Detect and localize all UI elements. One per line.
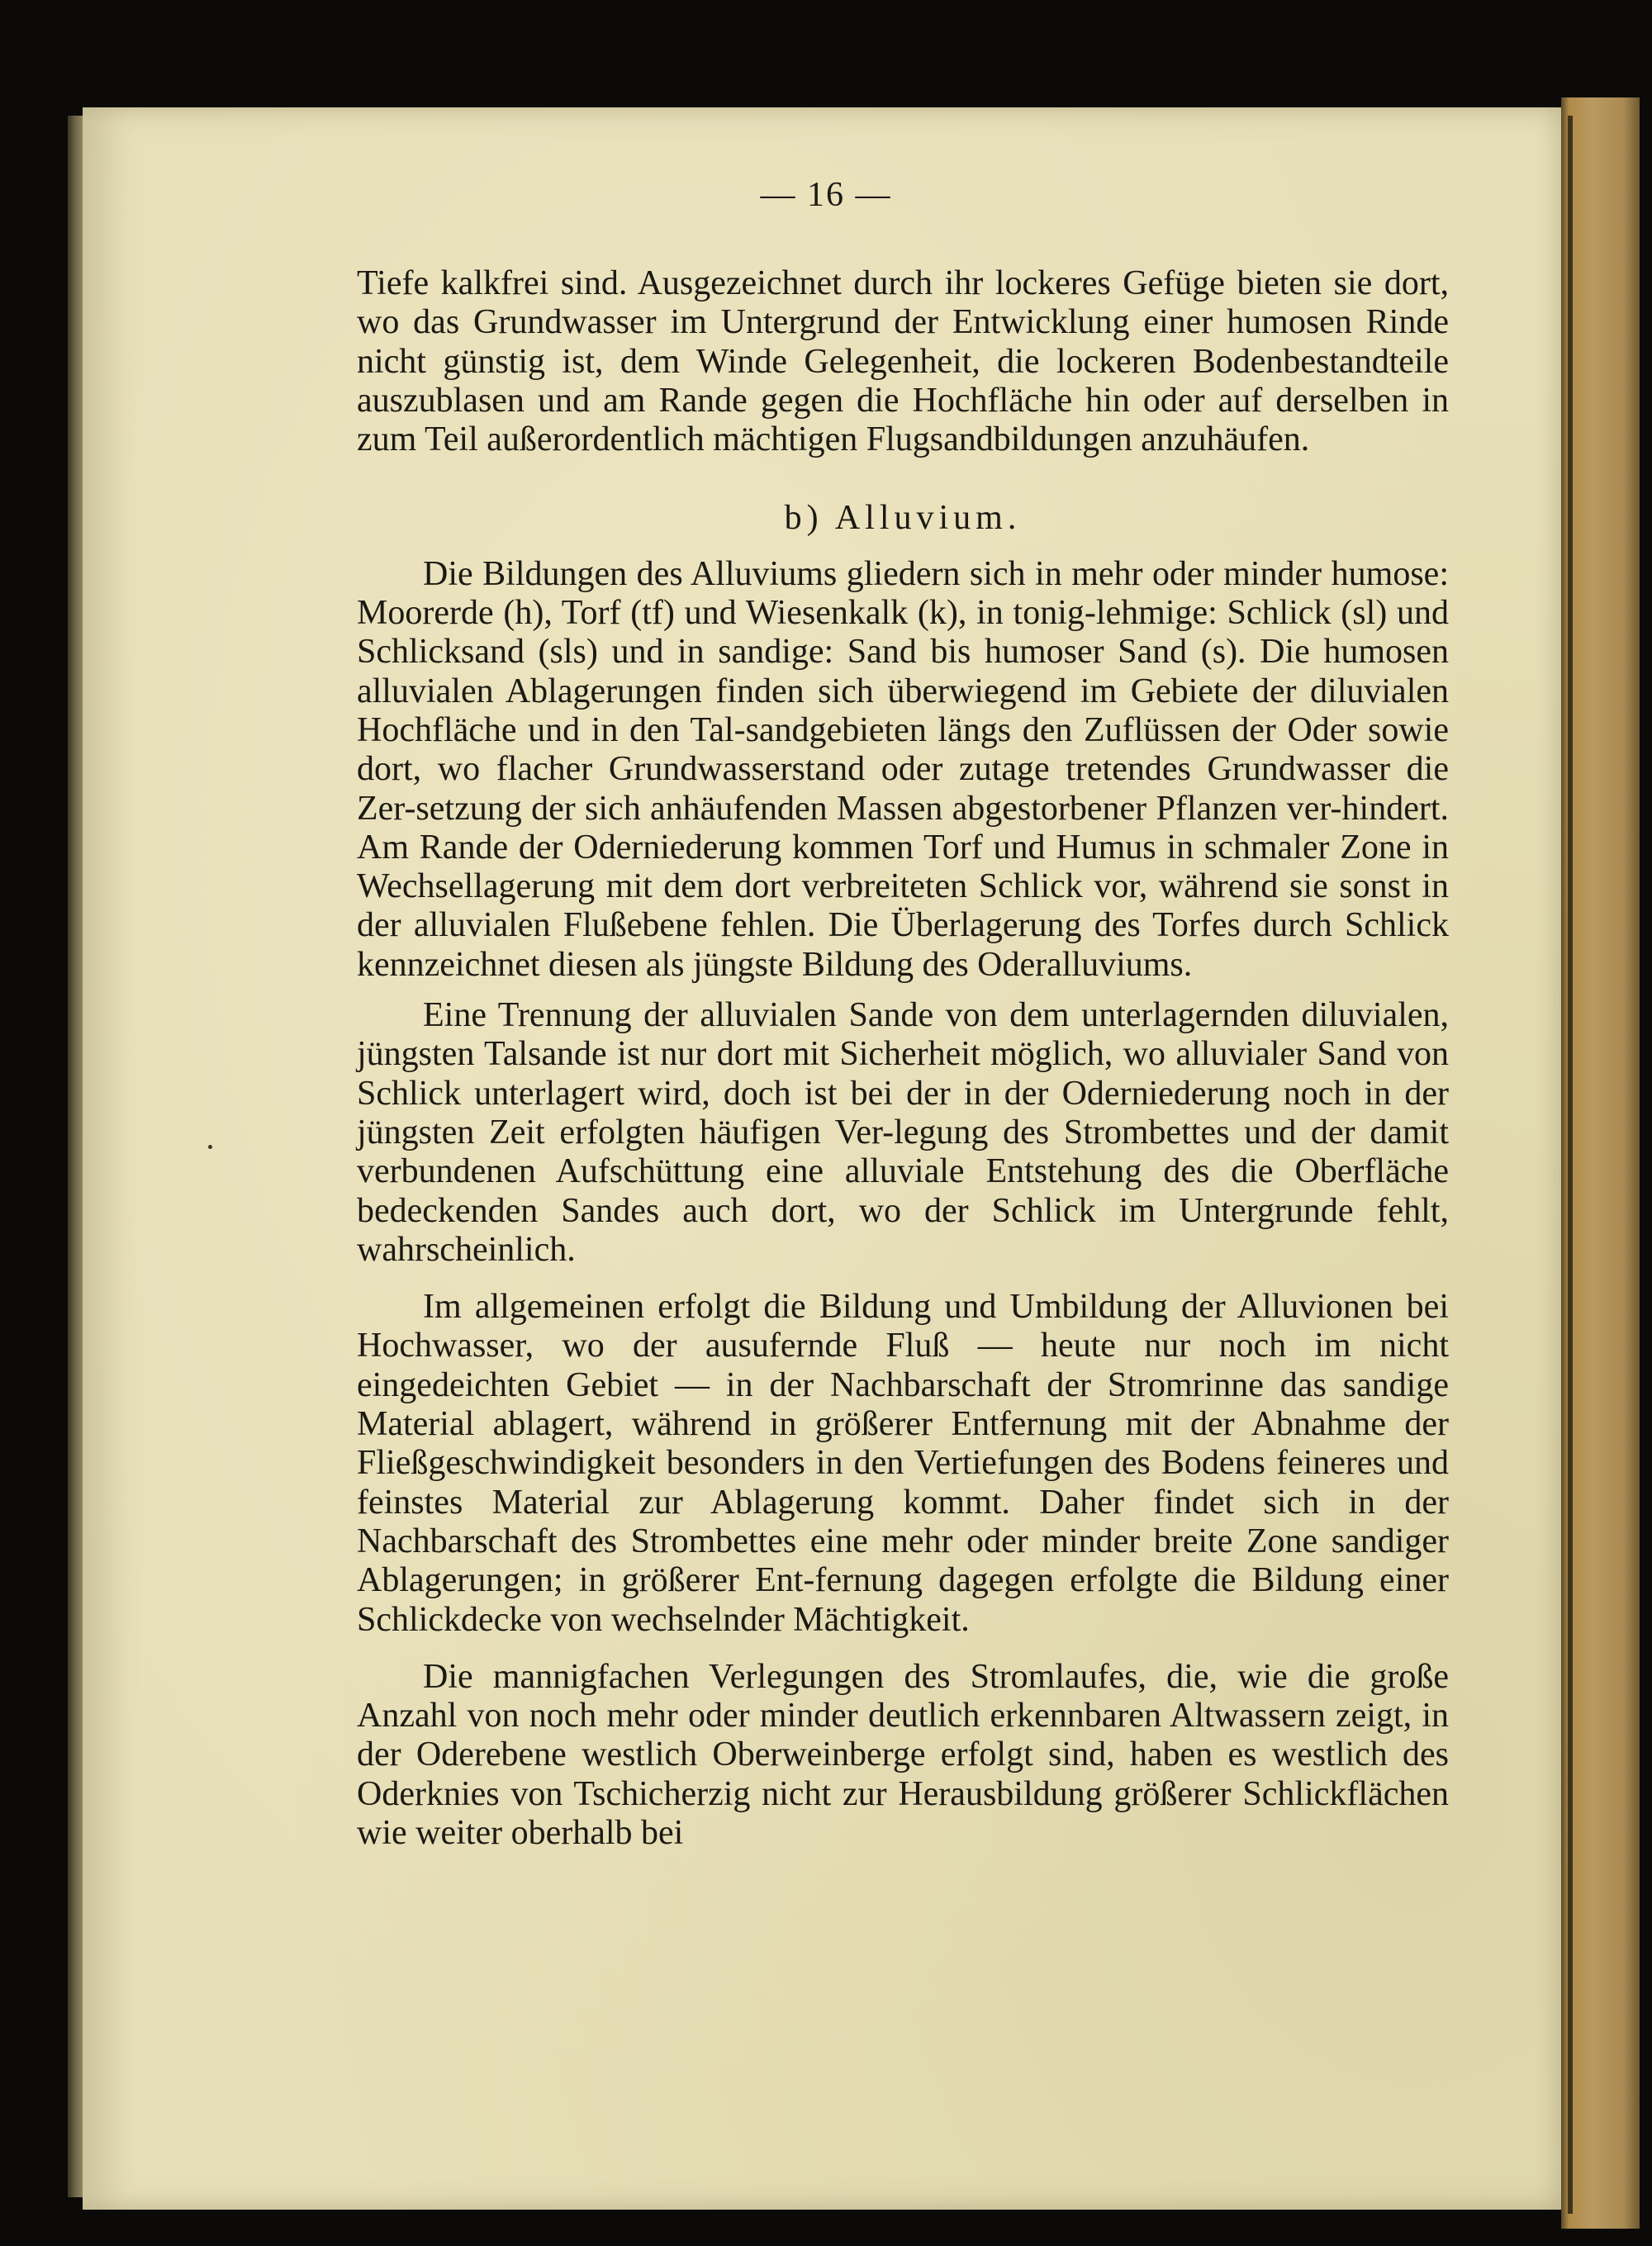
page-body bbox=[357, 264, 1449, 1853]
paragraph-2: Die Bildungen des Alluviums gliedern sich in mehr oder minder humose: Moorerde (h), Torf (tf) und Wiesenkalk (k), in tonig-lehmige: Schlick (sl) und Schlicksand (sls) und in sandige: Sand bis humoser Sand (s). Die humosen alluvialen Ablagerungen finden sich überwiegend im Gebiete der diluvialen Hochfläche und in den Tal-sandgebieten längs den Zuflüssen der Oder sowie dort, wo flacher Grundwasserstand oder zutage tretendes Grundwasser die Zer-setzung der sich anhäufenden Massen abgestorbener Pflanzen ver-hindert. Am Rande der Oderniederung kommen Torf und Humus in schmaler Zone in Wechsellagerung mit dem dort verbreiteten Schlick vor, während sie sonst in der alluvialen Flußebene fehlen. Die Überlagerung des Torfes durch Schlick kennzeichnet diesen als jüngste Bildung des Oderalluviums. bbox=[357, 554, 1449, 984]
paragraph-3: Eine Trennung der alluvialen Sande von dem unterlagernden diluvialen, jüngsten Talsande ist nur dort mit Sicherheit möglich, wo alluvialer Sand von Schlick unterlagert wird, doch ist bei der in der Oderniederung noch in der jüngsten Zeit erfolgten häufigen Ver-legung des Strombettes und der damit verbundenen Aufschüttung eine alluviale Entstehung des die Oberfläche bedeckenden Sandes auch dort, wo der Schlick im Untergrunde fehlt, wahrscheinlich. bbox=[357, 996, 1449, 1269]
paper-speck bbox=[208, 1145, 212, 1149]
paragraph-5: Die mannigfachen Verlegungen des Stromlaufes, die, wie die große Anzahl von noch mehr oder minder deutlich erkennbaren Altwassern zeigt, in der Oderebene westlich Oberweinberge erfolgt sind, haben es westlich des Oderknies von Tschicherzig nicht zur Herausbildung größerer Schlickflächen wie weiter oberhalb bei bbox=[357, 1657, 1449, 1852]
paragraph-1: Tiefe kalkfrei sind. Ausgezeichnet durch ihr lockeres Gefüge bieten sie dort, wo das Grundwasser im Untergrund der Entwicklung einer humosen Rinde nicht günstig ist, dem Winde Gelegenheit, die lockeren Bodenbestandteile auszublasen und am Rande gegen die Hochfläche hin oder auf derselben in zum Teil außerordentlich mächtigen Flugsandbildungen anzuhäufen. bbox=[357, 264, 1449, 459]
page-number: — 16 — bbox=[760, 176, 892, 214]
paragraph-4: Im allgemeinen erfolgt die Bildung und Umbildung der Alluvionen bei Hochwasser, wo der ausufernde Fluß — heute nur noch im nicht eingedeichten Gebiet — in der Nachbarschaft der Stromrinne das sandige Material ablagert, während in größerer Entfernung mit der Abnahme der Fließgeschwindigkeit besonders in den Vertiefungen des Bodens feineres und feinstes Material zur Ablagerung kommt. Daher findet sich in der Nachbarschaft des Strombettes eine mehr oder minder breite Zone sandiger Ablagerungen; in größerer Ent-fernung dagegen erfolgte die Bildung einer Schlickdecke von wechselnder Mächtigkeit. bbox=[357, 1288, 1449, 1639]
right-page-edge bbox=[1561, 97, 1640, 2229]
section-heading-alluvium: b) Alluvium. bbox=[784, 499, 1022, 538]
left-page-edge bbox=[68, 116, 83, 2197]
right-edge-shadow bbox=[1568, 116, 1573, 2214]
